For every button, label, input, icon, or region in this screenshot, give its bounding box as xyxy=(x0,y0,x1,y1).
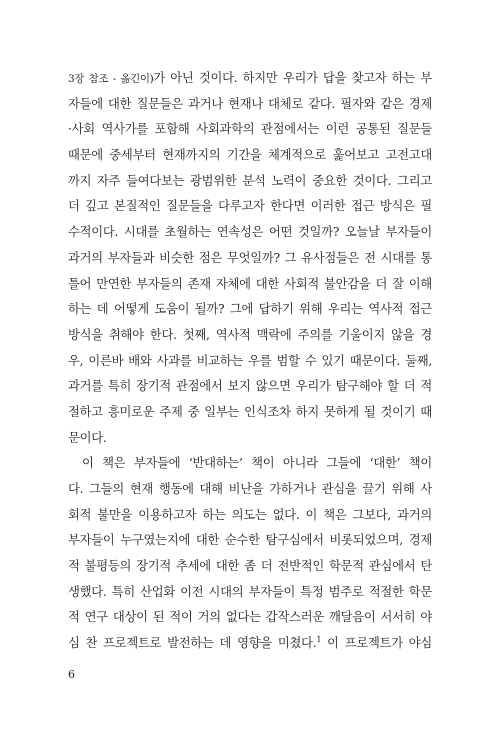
text-line-6: 더 깊고 본질적인 질문들을 다루고자 한다면 이러한 접근 방식은 필 xyxy=(68,199,432,214)
text-line-18: 회적 불만을 이용하고자 하는 의도는 없다. 이 책은 그보다, 과거의 xyxy=(68,507,432,522)
text-line-17: 다. 그들의 현재 행동에 대해 비난을 가하거나 관심을 끌기 위해 사 xyxy=(68,482,432,496)
text-line-2: 자들에 대한 질문들은 과거나 현재나 대체로 같다. 필자와 같은 경제 xyxy=(68,96,432,111)
text-line-14: 절하고 흥미로운 주제 중 일부는 인식조차 하지 못하게 될 것이기 때 xyxy=(68,404,432,419)
text-line-9: 틀어 만연한 부자들의 존재 자체에 대한 사회적 불안감을 더 잘 이해 xyxy=(68,276,432,291)
text-line-22: 적 연구 대상이 된 적이 거의 없다는 갑작스러운 깨달음이 서서히 야 xyxy=(68,610,432,625)
text-line-20: 적 불평등의 장기적 추세에 대한 좀 더 전반적인 학문적 관심에서 탄 xyxy=(68,559,432,574)
text-line-15: 문이다. xyxy=(68,430,107,445)
text-line-11: 방식을 취해야 한다. 첫째, 역사적 맥락에 주의를 기울이지 않을 경 xyxy=(68,327,432,342)
text-line-7: 수적이다. 시대를 초월하는 연속성은 어떤 것일까? 오늘날 부자들이 xyxy=(68,225,432,240)
body-text xyxy=(68,66,432,657)
text-line-5: 까지 자주 들여다보는 광범위한 분석 노력이 중요한 것이다. 그리고 xyxy=(68,173,432,188)
footnote-marker: 1 xyxy=(316,635,322,645)
text-line-12: 우, 이른바 배와 사과를 비교하는 우를 범할 수 있기 때문이다. 둘째, xyxy=(68,353,432,368)
text-line-21: 생했다. 특히 산업화 이전 시대의 부자들이 특정 범주로 적절한 학문 xyxy=(68,584,432,599)
text-line-13: 과거를 특히 장기적 관점에서 보지 않으면 우리가 탐구해야 할 더 적 xyxy=(68,379,432,394)
text-line-8: 과거의 부자들과 비슷한 점은 무엇일까? 그 유사점들은 전 시대를 통 xyxy=(68,250,432,265)
text-line-19: 부자들이 누구였는지에 대한 순수한 탐구심에서 비롯되었으며, 경제 xyxy=(68,533,432,548)
chapter-reference: 3장 참조 - 옮긴이) xyxy=(68,73,154,85)
text-line-16: 이 책은 부자들에 ‘반대하는’ 책이 아니라 그들에 ‘대한’ 책이 xyxy=(82,456,432,471)
text-line-1: 3장 참조 - 옮긴이)가 아닌 것이다. 하지만 우리가 답을 찾고자 하는 부 xyxy=(68,71,432,85)
text-line-10: 하는 데 어떻게 도움이 될까? 그에 답하기 위해 우리는 역사적 접근 xyxy=(68,302,432,317)
page-number: 6 xyxy=(68,668,75,681)
text-line-3: ·사회 역사가를 포함해 사회과학의 관점에서는 이런 공통된 질문들 xyxy=(68,122,432,137)
text-line-4: 때문에 중세부터 현재까지의 기간을 체계적으로 훑어보고 고전고대 xyxy=(68,148,432,163)
text-line-23: 심 찬 프로젝트로 발전하는 데 영향을 미쳤다.$^1$ 이 프로젝트가 야심 xyxy=(68,635,432,651)
